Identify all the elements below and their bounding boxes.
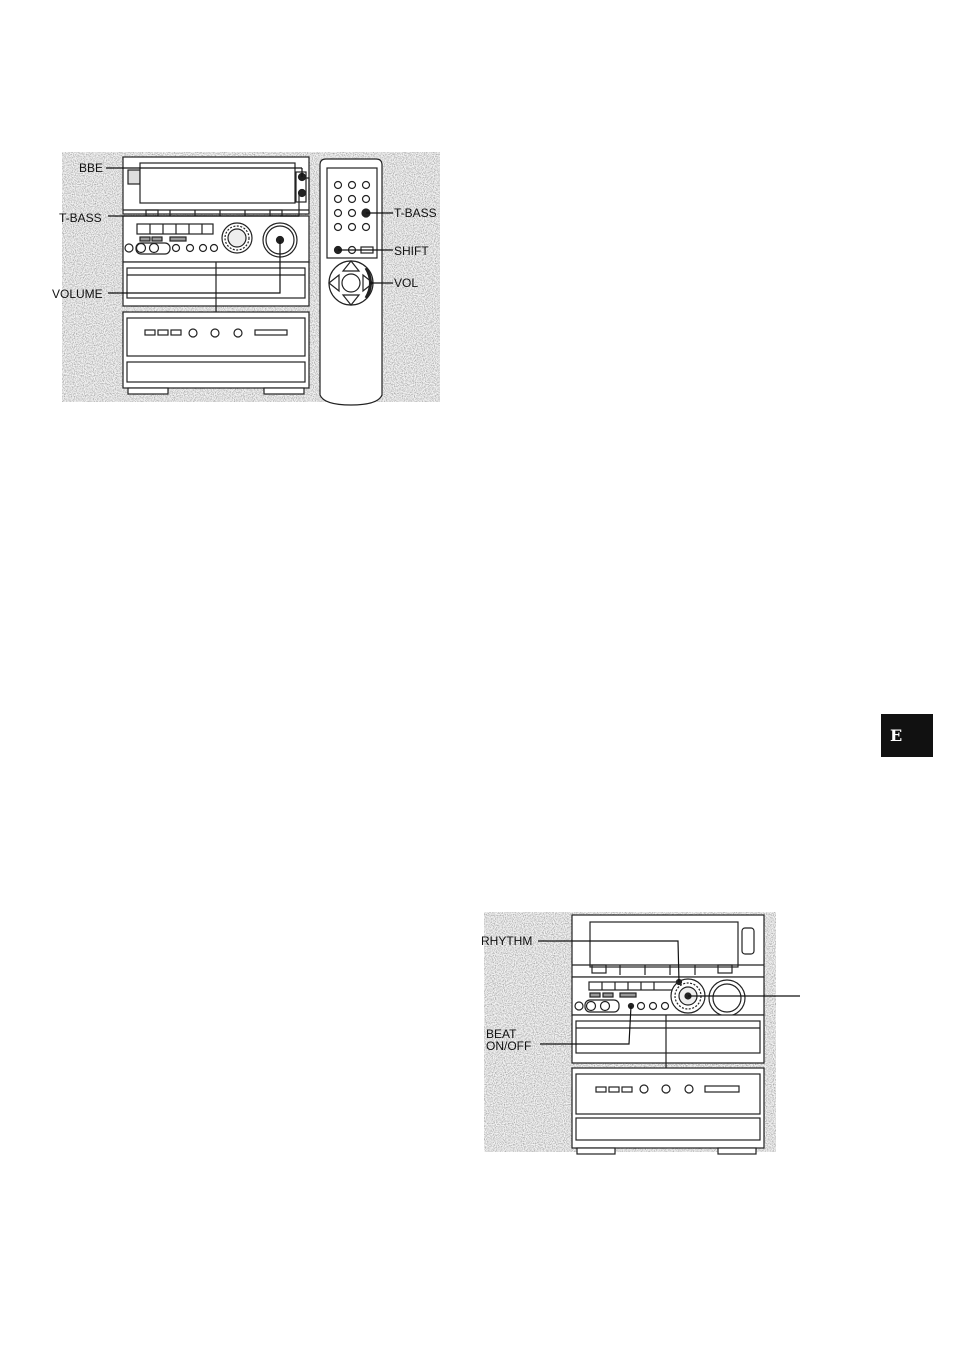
label-vol: VOL [394, 276, 419, 290]
figure1-remote-control [320, 159, 382, 405]
label-on-off: ON/OFF [486, 1039, 532, 1053]
label-bbe: BBE [79, 161, 104, 175]
label-t-bass: T-BASS [59, 211, 102, 225]
label-rhythm: RHYTHM [481, 934, 533, 948]
language-tab [881, 714, 933, 757]
figure1-stereo-unit [62, 152, 440, 402]
label-beat: BEAT [486, 1027, 517, 1041]
label-remote-t-bass: T-BASS [394, 206, 437, 220]
label-shift: SHIFT [394, 244, 429, 258]
language-tab-letter: E [890, 726, 903, 745]
label-volume: VOLUME [52, 287, 103, 301]
